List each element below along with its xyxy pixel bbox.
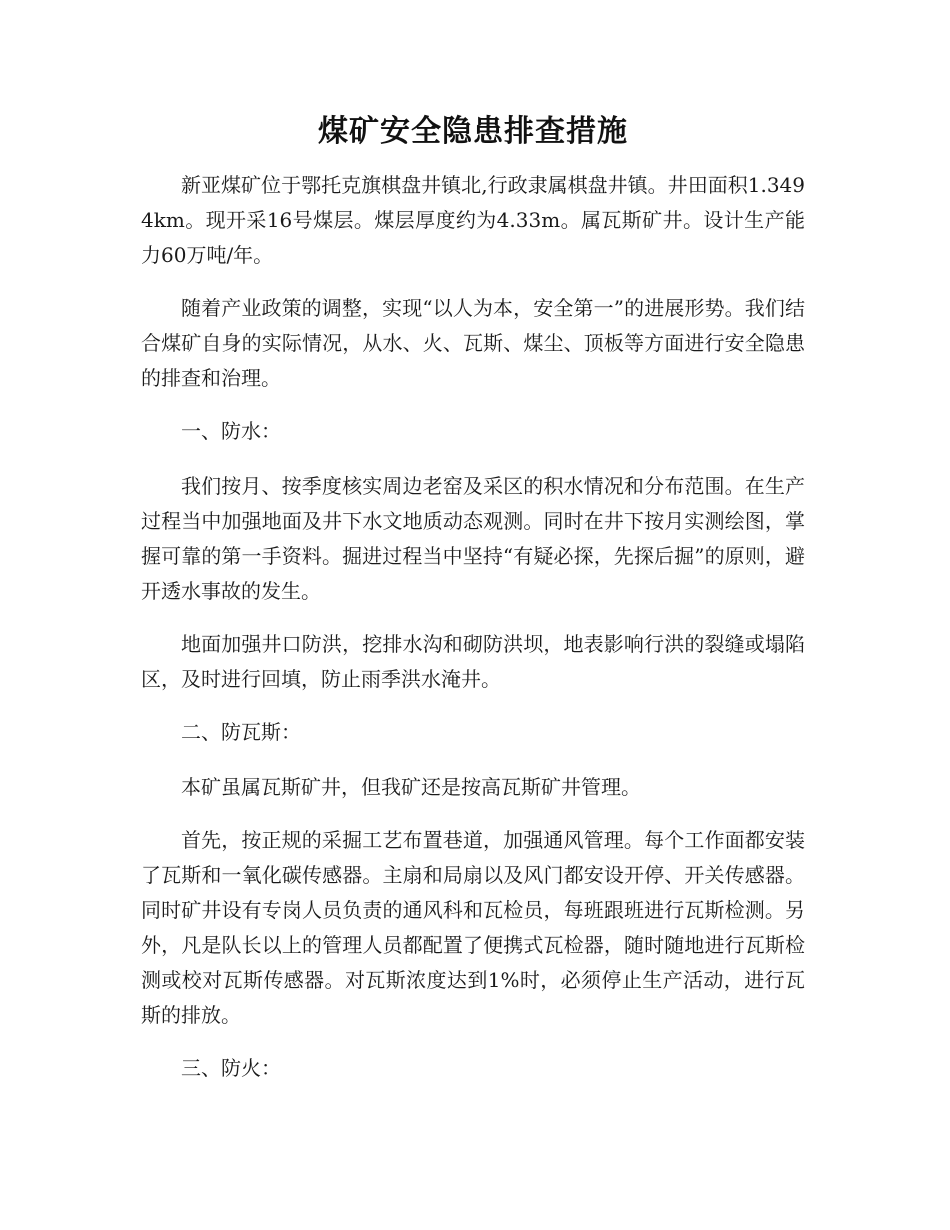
section-heading-water: 一、防水：	[181, 419, 281, 443]
paragraph-flood-control: 地面加强井口防洪，挖排水沟和砌防洪坝，地表影响行洪的裂缝或塌陷区，及时进行回填，防止雨季洪水淹井。	[141, 632, 805, 691]
paragraph-policy: 随着产业政策的调整，实现“以人为本，安全第一”的进展形势。我们结合煤矿自身的实际情况，从水、火、瓦斯、煤尘、顶板等方面进行安全隐患的排查和治理。	[141, 296, 805, 390]
paragraph-ventilation: 首先，按正规的采掘工艺布置巷道，加强通风管理。每个工作面都安装了瓦斯和一氧化碳传感器。主扇和局扇以及风门都安设开停、开关传感器。同时矿井设有专岗人员负责的通风科和瓦检员，每班跟班进行瓦斯检测。另外，凡是队长以上的管理人员都配置了便携式瓦检器，随时随地进行瓦斯检测或校对瓦斯传感器。对瓦斯浓度达到1%时，必须停止生产活动，进行瓦斯的排放。	[141, 828, 805, 1027]
paragraph-gas-management: 本矿虽属瓦斯矿井，但我矿还是按高瓦斯矿井管理。	[181, 775, 641, 799]
paragraph-water-survey: 我们按月、按季度核实周边老窑及采区的积水情况和分布范围。在生产过程当中加强地面及井下水文地质动态观测。同时在井下按月实测绘图，掌握可靠的第一手资料。掘进过程当中坚持“有疑必探，先探后掘”的原则，避开透水事故的发生。	[141, 474, 805, 603]
document-page	[141, 110, 805, 1106]
section-heading-fire: 三、防火：	[181, 1056, 281, 1080]
paragraph-overview: 新亚煤矿位于鄂托克旗棋盘井镇北,行政隶属棋盘井镇。井田面积1.3494km。现开采16号煤层。煤层厚度约为4.33m。属瓦斯矿井。设计生产能力60万吨/年。	[141, 173, 805, 267]
section-heading-gas: 二、防瓦斯：	[181, 720, 301, 744]
document-title: 煤矿安全隐患排查措施	[318, 114, 628, 149]
